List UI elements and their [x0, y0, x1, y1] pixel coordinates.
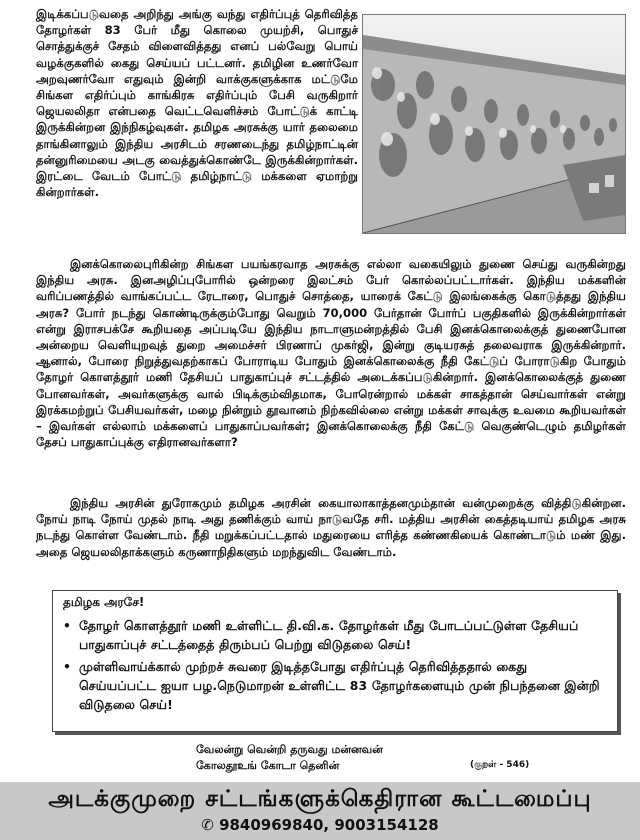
top-paragraph: இடிக்கப்படுவதை அறிந்து அங்கு வந்து எதிர்ப்புத் தெரிவித்த தோழர்கள் 83 பேர் மீது கொலை முயற்சி, பொதுச் சொத்துக்குச் சேதம் விளைவித்தது எனப் பல்வேறு பொய் வழக்குகளில் கைது செய்யப் பட்டனர். தமிழின உணர்வோ அறவுணர்வோ எதுவும் இன்றி வாக்குகளுக்காக மட்டுமே சிங்கள எதிர்ப்பும் காங்கிரசு எதிர்ப்பும் பேசி வருகிறார் ஜெயலலிதா என்பதை வெட்டவெளிச்சம் போட்டுக் காட்டி இருக்கின்றன இந்நிகழ்வுகள். தமிழக அரசுக்கு யார் தலைமை தாங்கினாலும் இந்திய அரசிடம் சரணடைந்து தமிழ்நாட்டின் தன்னுரிமையை அடகு வைத்துக்கொண்டே இருக்கின்றார்கள். இரட்டை வேடம் போட்டு தமிழ்நாட்டு மக்களை ஏமாற்று கின்றார்கள்.: [36, 7, 358, 200]
memorial-sculpture-photo: [362, 14, 626, 234]
demands-box: [52, 590, 618, 732]
footer-banner: [0, 782, 640, 840]
paragraph-three: இந்திய அரசின் துரோகமும் தமிழக அரசின் கையாலாகாத்தனமும்தான் வன்முறைக்கு வித்திடுகின்றன. நோய் நாடி நோய் முதல் நாடி அது தணிக்கும் வாய் நாடுவதே சரி. மத்திய அரசின் கைத்தடியாய் தமிழக அரசு நடந்து கொள்ள வேண்டாம். நீதி மறுக்கப்பட்டதால் மதுரையை எரித்த கண்ணகியைக் கொண்டாடும் மண் இது. அதை ஜெயலலிதாக்களும் கருணாநிதிகளும் மறந்துவிட வேண்டாம்.: [36, 496, 626, 559]
demand-item: [63, 657, 607, 714]
organization-name: அடக்குமுறை சட்டங்களுக்கெதிரான கூட்டமைப்பு: [48, 786, 592, 812]
bullet-icon: •: [63, 659, 72, 674]
contact-phones: [0, 816, 640, 834]
kural-line-1: வேலன்று வென்றி தருவது மன்னவன்: [196, 743, 383, 756]
kural-line-2: கோலதூஉங் கோடா தெனின்: [196, 759, 340, 772]
demands-title: தமிழக அரசே!: [63, 595, 145, 609]
paragraph-two: இனக்கொலைபுரிகின்ற சிங்கள பயங்கரவாத அரசுக்கு எல்லா வகையிலும் துணை செய்து வருகின்றது இந்திய அரசு. இனஅழிப்புபோரில் ஒன்றரை இலட்சம் பேர் கொல்லப்பட்டார்கள். இந்திய மக்களின் வரிப்பணத்தில் வாங்கப்பட்ட ரேடாரை, பொதுச் சொத்தை, யாரைக் கேட்டு இலங்கைக்கு கொடுத்தது இந்திய அரசு? போர் நடந்து கொண்டிருக்கும்போது வெறும் 70,000 பேர்தான் போர்ப் பகுதிகளில் இருக்கின்றார்கள் என்று இராசபக்சே கூறியதை அப்படியே இந்திய நாடாளுமன்றத்தில் பேசி இனக்கொலைக்குத் துணைபோன அன்றைய வெளியுறவுத் துறை அமைச்சர் பிரணாப் முகர்ஜி, இன்று குடியரசுத் தலைவராக இருக்கின்றார். ஆனால், போரை நிறுத்துவதற்காகப் போராடிய போதும் இனக்கொலைக்கு நீதி கேட்டுப் போராடுகிற போதும் தோழர் கொளத்தூர் மணி தேசியப் பாதுகாப்புச் சட்டத்தில் அடைக்கப்படுகின்றார். இனக்கொலைக்குத் துணை போனவர்கள், அவர்களுக்கு வால் பிடிக்கும்விதமாக, போரென்றால் மக்கள் சாகத்தான் செய்வார்கள் என்று இரக்கமற்றுப் பேசியவர்கள், மழை நின்றும் தூவானம் நிற்கவில்லை என்று மக்கள் சாவுக்கு உவமை கூறியவர்கள் – இவர்கள் எல்லாம் மக்களைப் பாதுகாப்பவர்கள்; இனக்கொலைக்கு நீதி கேட்டு வெகுண்டெழும் தமிழர்கள் தேசப் பாதுகாப்புக்கு எதிரானவர்களா?: [36, 257, 626, 450]
demand-text: தோழர் கொளத்தூர் மணி உள்ளிட்ட தி.வி.க. தோழர்கள் மீது போடப்பட்டுள்ள தேசியப் பாதுகாப்புச் சட்டத்தைத் திரும்பப் பெற்று விடுதலை செய்!: [79, 618, 579, 652]
phone-numbers: 9840969840, 9003154128: [219, 816, 439, 834]
kural-reference: (குறள் - 546): [470, 760, 530, 770]
demand-item: [63, 616, 607, 654]
demand-text: முள்ளிவாய்க்கால் முற்றச் சுவரை இடித்தபோது எதிர்ப்புத் தெரிவித்ததால் கைது செய்யப்பட்ட ஐயா பழ.நெடுமாறன் உள்ளிட்ட 83 தோழர்களையும் முன் நிபந்தனை இன்றி விடுதலை செய்!: [79, 659, 600, 712]
sculpture-illustration: [363, 15, 625, 233]
phone-icon: ✆: [201, 816, 214, 834]
bullet-icon: •: [63, 618, 72, 633]
